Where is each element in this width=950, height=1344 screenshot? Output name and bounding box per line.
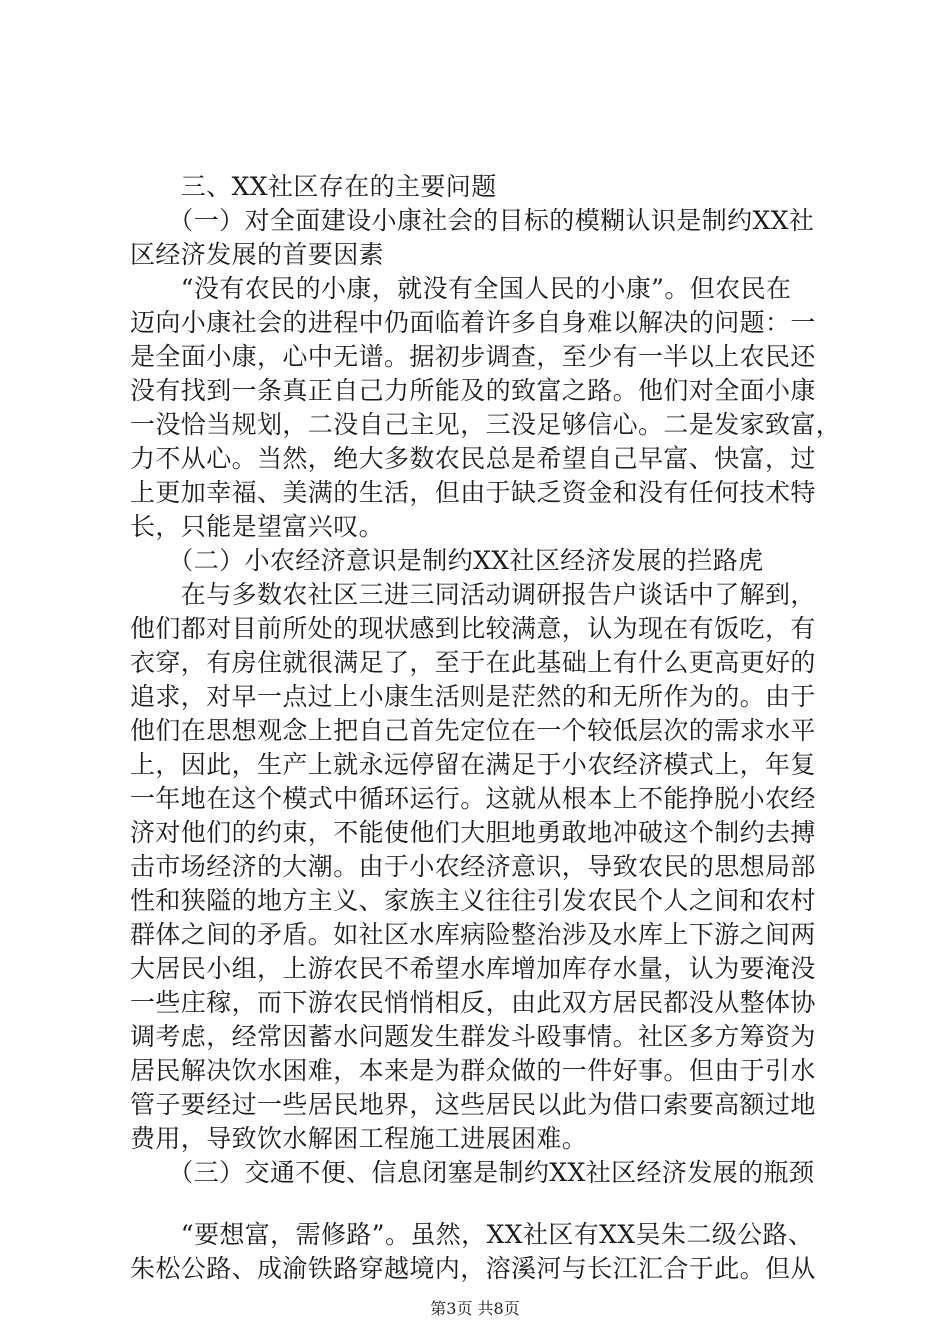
paragraph-line: 济对他们的约束，不能使他们大胆地勇敢地冲破这个制约去搏 <box>130 818 816 847</box>
paragraph-line: 是全面小康，心中无谱。据初步调查，至少有一半以上农民还 <box>130 342 816 371</box>
paragraph-line: 力不从心。当然，绝大多数农民总是希望自己早富、快富，过 <box>130 444 816 473</box>
paragraph-line: 居民解决饮水困难，本来是为群众做的一件好事。但由于引水 <box>130 1056 816 1085</box>
paragraph-line: 迈向小康社会的进程中仍面临着许多自身难以解决的问题：一 <box>130 308 816 337</box>
paragraph-line: 追求，对早一点过上小康生活则是茫然的和无所作为的。由于 <box>130 682 816 711</box>
paragraph-line: 管子要经过一些居民地界，这些居民以此为借口索要高额过地 <box>130 1090 816 1119</box>
paragraph-line: 费用，导致饮水解困工程施工进展困难。 <box>130 1124 588 1153</box>
paragraph-line: 调考虑，经常因蓄水问题发生群发斗殴事情。社区多方筹资为 <box>130 1022 816 1051</box>
paragraph-line: 没有找到一条真正自己力所能及的致富之路。他们对全面小康 <box>130 376 816 405</box>
paragraph-line: 一年地在这个模式中循环运行。这就从根本上不能挣脱小农经 <box>130 784 816 813</box>
paragraph-line: 衣穿，有房住就很满足了，至于在此基础上有什么更高更好的 <box>130 648 816 677</box>
paragraph-line: 上更加幸福、美满的生活，但由于缺乏资金和没有任何技术特 <box>130 478 816 507</box>
paragraph-line: 一些庄稼，而下游农民悄悄相反，由此双方居民都没从整体协 <box>130 988 816 1017</box>
paragraph-line: “没有农民的小康，就没有全国人民的小康”。但农民在 <box>130 274 792 303</box>
paragraph-line: 朱松公路、成渝铁路穿越境内，溶溪河与长江汇合于此。但从 <box>130 1254 816 1283</box>
paragraph-line: 大居民小组，上游农民不希望水库增加库存水量，认为要淹没 <box>130 954 816 983</box>
paragraph-line: 性和狭隘的地方主义、家族主义往往引发农民个人之间和农村 <box>130 886 816 915</box>
paragraph-line: 击市场经济的大潮。由于小农经济意识，导致农民的思想局部 <box>130 852 816 881</box>
subheading-1-line-2: 区经济发展的首要因素 <box>130 240 385 269</box>
paragraph-line: 他们都对目前所处的现状感到比较满意，认为现在有饭吃，有 <box>130 614 816 643</box>
paragraph-line: 群体之间的矛盾。如社区水库病险整治涉及水库上下游之间两 <box>130 920 816 949</box>
page-number-footer: 第3页 共8页 <box>430 1299 520 1318</box>
paragraph-line: 他们在思想观念上把自己首先定位在一个较低层次的需求水平 <box>130 716 816 745</box>
paragraph-line: 上，因此，生产上就永远停留在满足于小农经济模式上，年复 <box>130 750 816 779</box>
subheading-2: （二）小农经济意识是制约XX社区经济发展的拦路虎 <box>130 546 764 575</box>
paragraph-line: 一没恰当规划，二没自己主见，三没足够信心。二是发家致富， <box>130 410 842 439</box>
paragraph-line: 在与多数农社区三进三同活动调研报告户谈话中了解到， <box>130 580 816 609</box>
subheading-1-line-1: （一）对全面建设小康社会的目标的模糊认识是制约XX社 <box>130 206 815 235</box>
paragraph-line: “要想富，需修路”。虽然，XX社区有XX吴朱二级公路、 <box>130 1220 814 1249</box>
paragraph-line: 长，只能是望富兴叹。 <box>130 512 385 541</box>
section-heading-3: 三、XX社区存在的主要问题 <box>130 172 497 201</box>
subheading-3: （三）交通不便、信息闭塞是制约XX社区经济发展的瓶颈 <box>130 1158 815 1187</box>
